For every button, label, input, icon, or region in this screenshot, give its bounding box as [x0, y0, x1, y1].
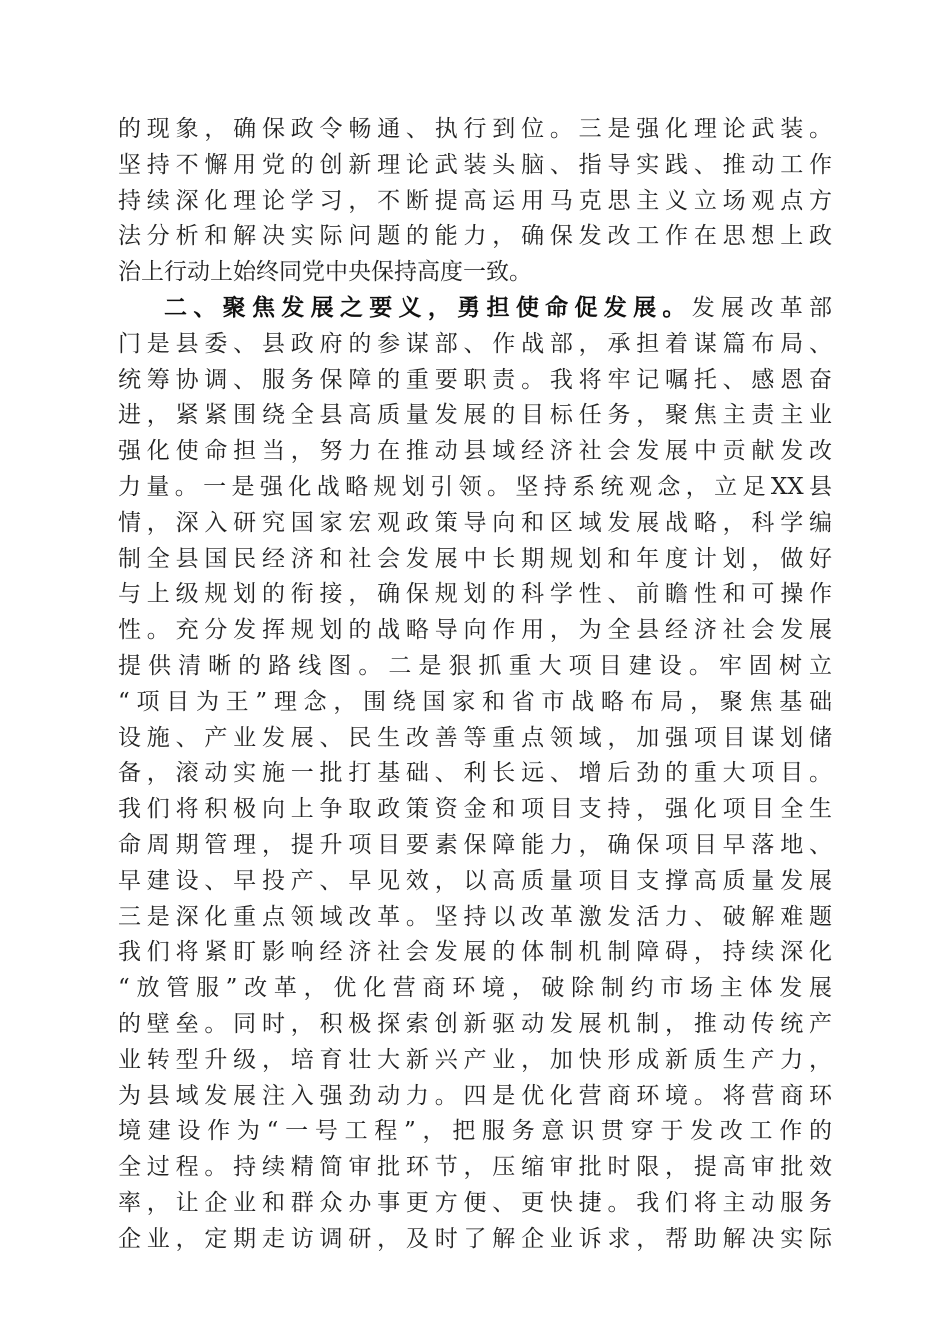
text-line: 强化使命担当，努力在推动县域经济社会发展中贡献发改 — [118, 438, 832, 465]
text-line: 提供清晰的路线图。二是狠抓重大项目建设。牢固树立 — [118, 652, 832, 679]
text-line: 的现象，确保政令畅通、执行到位。三是强化理论武装。 — [118, 116, 832, 142]
text-line: 为县域发展注入强劲动力。四是优化营商环境。将营商环 — [118, 1082, 832, 1109]
text-line: 境建设作为“一号工程”，把服务意识贯穿于发改工作的 — [118, 1118, 832, 1145]
text-line: 企业，定期走访调研，及时了解企业诉求，帮助解决实际 — [118, 1225, 832, 1252]
text-line: 业转型升级，培育壮大新兴产业，加快形成新质生产力， — [118, 1046, 832, 1073]
text-line: 情，深入研究国家宏观政策导向和区域发展战略，科学编 — [118, 509, 832, 536]
text-line: 持续深化理论学习，不断提高运用马克思主义立场观点方 — [118, 187, 832, 214]
text-line: 的壁垒。同时，积极探索创新驱动发展机制，推动传统产 — [118, 1010, 832, 1037]
text-line: 与上级规划的衔接，确保规划的科学性、前瞻性和可操作 — [118, 581, 832, 608]
text-line: 我们将紧盯影响经济社会发展的体制机制障碍，持续深化 — [118, 939, 832, 966]
text-line: 法分析和解决实际问题的能力，确保发改工作在思想上政 — [118, 223, 832, 250]
text-line: 坚持不懈用党的创新理论武装头脑、指导实践、推动工作 — [118, 151, 832, 178]
text-line: 统筹协调、服务保障的重要职责。我将牢记嘱托、感恩奋 — [118, 366, 832, 393]
text-line: 治上行动上始终同党中央保持高度一致。 — [118, 259, 532, 286]
text-line: 备，滚动实施一批打基础、利长远、增后劲的重大项目。 — [118, 760, 832, 787]
text-line: 三是深化重点领域改革。坚持以改革激发活力、破解难题 — [118, 903, 832, 930]
text-line: 进，紧紧围绕全县高质量发展的目标任务，聚焦主责主业 — [118, 402, 832, 429]
text-line: 早建设、早投产、早见效，以高质量项目支撑高质量发展 — [118, 867, 832, 894]
heading-continuation: 发展改革部 — [691, 294, 833, 321]
text-line: “项目为王”理念，围绕国家和省市战略布局，聚焦基础 — [118, 688, 832, 715]
text-line: 门是县委、县政府的参谋部、作战部，承担着谋篇布局、 — [118, 330, 832, 357]
text-line: 我们将积极向上争取政策资金和项目支持，强化项目全生 — [118, 796, 832, 823]
text-line: 率，让企业和群众办事更方便、更快捷。我们将主动服务 — [118, 1189, 832, 1216]
text-line: 性。充分发挥规划的战略导向作用，为全县经济社会发展 — [118, 617, 832, 644]
text-line: 全过程。持续精简审批环节，压缩审批时限，提高审批效 — [118, 1154, 832, 1181]
document-body — [118, 112, 832, 1258]
section-heading-line — [118, 291, 832, 327]
text-line: 设施、产业发展、民生改善等重点领域，加强项目谋划储 — [118, 724, 832, 751]
text-line: “放管服”改革，优化营商环境，破除制约市场主体发展 — [118, 975, 832, 1002]
section-heading: 二、聚焦发展之要义，勇担使命促发展。 — [164, 294, 692, 321]
text-line: 制全县国民经济和社会发展中长期规划和年度计划，做好 — [118, 545, 832, 572]
text-line: 命周期管理，提升项目要素保障能力，确保项目早落地、 — [118, 831, 832, 858]
text-line: 力量。一是强化战略规划引领。坚持系统观念，立足XX县 — [118, 473, 832, 500]
